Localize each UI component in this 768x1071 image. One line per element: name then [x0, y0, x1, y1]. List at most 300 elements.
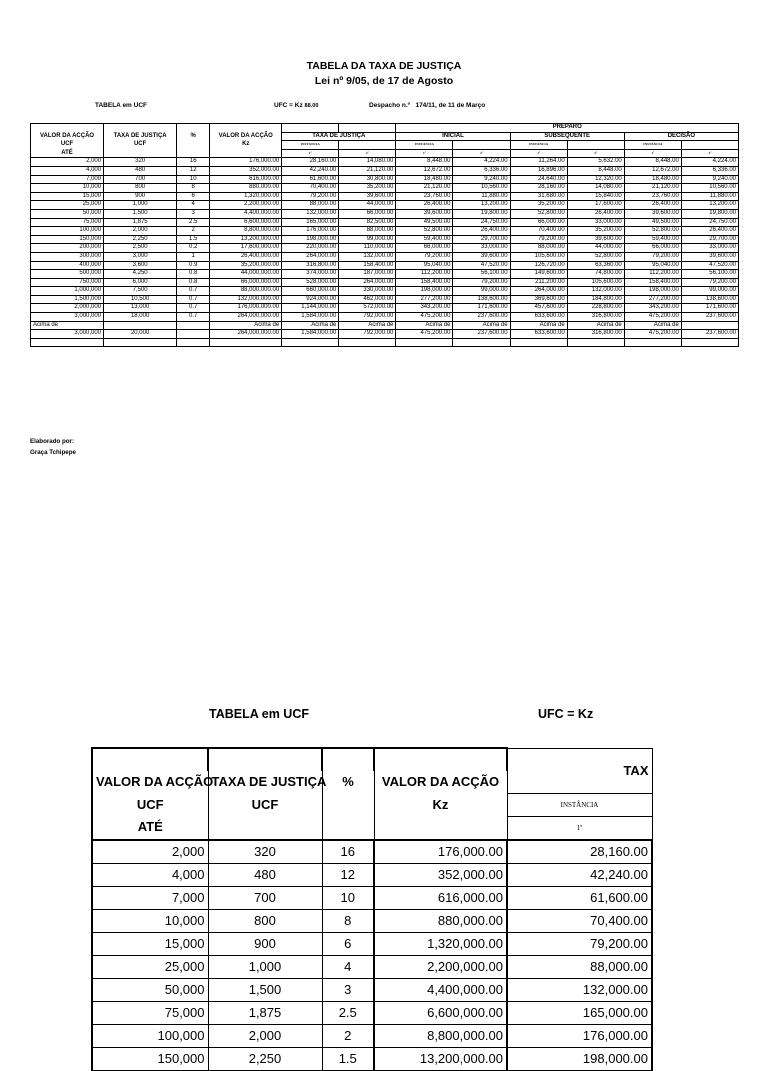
cell-pct: 1 [177, 252, 210, 261]
cell-inicial-2: 26,400.00 [453, 227, 510, 236]
instancia-label: INSTÂNCIA [282, 141, 339, 150]
zoom-ucf-label: UCF [92, 793, 208, 816]
cell-valor-ucf: 500,000 [31, 270, 104, 279]
cell-inicial-2: 171,600.00 [453, 304, 510, 313]
cell-taxa-1: 198,000.00 [282, 235, 339, 244]
taxa-justica-header: TAXA DE JUSTIÇA [282, 132, 396, 141]
zoom-cell-valor-ucf: 50,000 [92, 978, 208, 1001]
zoom-cell-valor-ucf: 7,000 [92, 886, 208, 909]
acima-de-cell: Acima de [339, 321, 396, 330]
cell-pct: 4 [177, 201, 210, 210]
cell-subsequente-1: 633,600.00 [510, 313, 567, 322]
zoom-cell-taxa: 2,000 [208, 1024, 322, 1047]
cell-valor-ucf: 3,000,000 [31, 313, 104, 322]
zoom-cell-valor-ucf: 4,000 [92, 863, 208, 886]
cell-valor-kz: 2,200,000.00 [210, 201, 282, 210]
cell-valor-ucf: 50,000 [31, 209, 104, 218]
col-taxa-header: TAXA DE JUSTIÇA [104, 132, 177, 141]
fee-table [30, 123, 739, 347]
ufc-rate [274, 102, 319, 109]
author-name: Graça Tchipepe [30, 449, 76, 456]
cell-subsequente-1: 79,200.00 [510, 235, 567, 244]
cell-valor-ucf: 25,000 [31, 201, 104, 210]
kz-label: Kz [210, 141, 282, 150]
cell-pct: 8 [177, 184, 210, 193]
cell-decisao-2: 9,240.00 [681, 175, 738, 184]
zoom-cell-taxa: 480 [208, 863, 322, 886]
despacho-value: 174/11, de 11 de Março [415, 102, 486, 109]
zoom-tax-header: TAX [507, 748, 652, 793]
cell-valor-kz: 66,000,000.00 [210, 278, 282, 287]
zoom-table-row [92, 978, 652, 1001]
cell-inicial-1: 18,480.00 [396, 175, 453, 184]
cell-valor-kz: 880,000.00 [210, 184, 282, 193]
zoom-cell-taxa-1: 132,000.00 [507, 978, 652, 1001]
cell-subsequente-1: 126,720.00 [510, 261, 567, 270]
cell-taxa-1: 132,000.00 [282, 209, 339, 218]
cell-subsequente-2: 17,600.00 [567, 201, 624, 210]
cell-taxa-1: 176,000.00 [282, 227, 339, 236]
second-label: 2º [681, 149, 738, 158]
cell-decisao-2: 6,336.00 [681, 166, 738, 175]
zoom-kz-label: Kz [374, 793, 507, 816]
cell-taxa-2: 44,000.00 [339, 201, 396, 210]
cell-taxa-1: 61,600.00 [282, 175, 339, 184]
cell-subsequente-1: 105,600.00 [510, 252, 567, 261]
zoom-ufc-label: UFC = Kz [538, 707, 594, 721]
cell-inicial-1: 12,672.00 [396, 166, 453, 175]
zoom-cell-taxa-1: 28,160.00 [507, 840, 652, 864]
cell-taxa-1: 70,400.00 [282, 184, 339, 193]
zoom-cell-valor-kz: 4,400,000.00 [374, 978, 507, 1001]
cell-valor-kz: 8,800,000.00 [210, 227, 282, 236]
cell-decisao-1: 23,760.00 [624, 192, 681, 201]
cell-subsequente-1: 88,000.00 [510, 244, 567, 253]
cell-valor-ucf: 1,500,000 [31, 295, 104, 304]
cell-subsequente-2: 5,632.00 [567, 158, 624, 167]
cell-pct: 0.7 [177, 295, 210, 304]
cell-pct: 3 [177, 209, 210, 218]
cell-taxa: 10,500 [104, 295, 177, 304]
cell-taxa-1: 220,000.00 [282, 244, 339, 253]
cell-subsequente-2: 63,360.00 [567, 261, 624, 270]
cell-taxa-1: 1,584,000.00 [282, 313, 339, 322]
acima-de-cell: Acima de [396, 321, 453, 330]
zoom-cell-valor-ucf: 2,000 [92, 840, 208, 864]
cell-taxa-1: 28,160.00 [282, 158, 339, 167]
cell-inicial-2: 24,750.00 [453, 218, 510, 227]
cell-taxa-1: 79,200.00 [282, 192, 339, 201]
instancia-label: INSTÂNCIA [624, 141, 681, 150]
despacho [369, 102, 485, 109]
zoom-cell-pct: 3 [322, 978, 374, 1001]
zoomed-excerpt [0, 700, 649, 1066]
cell-taxa-1: 165,000.00 [282, 218, 339, 227]
cell-subsequente-1: 11,264.00 [510, 158, 567, 167]
zoom-cell-valor-kz: 352,000.00 [374, 863, 507, 886]
cell-taxa: 700 [104, 175, 177, 184]
cell-decisao-2: 19,800.00 [681, 209, 738, 218]
instancia-label: INSTÂNCIA [510, 141, 567, 150]
cell-taxa: 3,600 [104, 261, 177, 270]
cell-inicial-1: 475,200.00 [396, 330, 453, 339]
cell-valor-kz: 264,000,000.00 [210, 313, 282, 322]
decisao-header: DECISÃO [624, 132, 738, 141]
cell-valor-kz: 1,320,000.00 [210, 192, 282, 201]
table-row [31, 192, 739, 201]
acima-row-label: Acima de [31, 321, 104, 330]
zoom-table-row [92, 1024, 652, 1047]
cell-inicial-2: 79,200.00 [453, 278, 510, 287]
cell-taxa: 3,000 [104, 252, 177, 261]
cell-taxa: 20,000 [104, 330, 177, 339]
cell-taxa: 2,000 [104, 227, 177, 236]
cell-inicial-2: 11,880.00 [453, 192, 510, 201]
zoom-cell-valor-ucf: 150,000 [92, 1047, 208, 1070]
zoom-cell-pct: 10 [322, 886, 374, 909]
cell-valor-kz: 6,600,000.00 [210, 218, 282, 227]
ucf-label-2: UCF [104, 141, 177, 150]
zoom-table-row [92, 955, 652, 978]
col-valor-accao-header: VALOR DA ACÇÃO [31, 132, 104, 141]
cell-inicial-1: 8,448.00 [396, 158, 453, 167]
zoom-cell-valor-ucf: 25,000 [92, 955, 208, 978]
zoom-cell-valor-kz: 176,000.00 [374, 840, 507, 864]
cell-pct: 6 [177, 192, 210, 201]
zoom-ucf-label-2: UCF [208, 793, 322, 816]
cell-decisao-1: 18,480.00 [624, 175, 681, 184]
zoom-cell-taxa-1: 88,000.00 [507, 955, 652, 978]
ufc-label: UFC = Kz [274, 102, 303, 109]
cell-decisao-1: 95,040.00 [624, 261, 681, 270]
cell-subsequente-2: 26,400.00 [567, 209, 624, 218]
cell-inicial-2: 19,800.00 [453, 209, 510, 218]
cell-decisao-1: 112,200.00 [624, 270, 681, 279]
cell-decisao-2: 10,560.00 [681, 184, 738, 193]
cell-taxa-2: 35,200.00 [339, 184, 396, 193]
cell-taxa-2: 82,500.00 [339, 218, 396, 227]
zoom-cell-taxa-1: 61,600.00 [507, 886, 652, 909]
cell-valor-kz: 35,200,000.00 [210, 261, 282, 270]
cell-inicial-1: 66,000.00 [396, 244, 453, 253]
zoom-cell-valor-ucf: 10,000 [92, 909, 208, 932]
fee-table-body [31, 158, 739, 321]
cell-decisao-1: 52,800.00 [624, 227, 681, 236]
page-title: TABELA DA TAXA DE JUSTIÇA [306, 60, 462, 72]
cell-taxa-2: 158,400.00 [339, 261, 396, 270]
cell-pct: 1.5 [177, 235, 210, 244]
cell-subsequente-2: 52,800.00 [567, 252, 624, 261]
cell-taxa: 2,250 [104, 235, 177, 244]
cell-valor-ucf: 7,000 [31, 175, 104, 184]
cell-inicial-1: 277,200.00 [396, 295, 453, 304]
zoom-instancia-label: INSTÂNCIA [507, 793, 652, 816]
cell-valor-ucf: 2,000,000 [31, 304, 104, 313]
cell-inicial-2: 29,700.00 [453, 235, 510, 244]
cell-decisao-1: 49,500.00 [624, 218, 681, 227]
cell-valor-ucf: 15,000 [31, 192, 104, 201]
cell-valor-ucf: 10,000 [31, 184, 104, 193]
cell-inicial-2: 33,000.00 [453, 244, 510, 253]
cell-taxa-2: 14,080.00 [339, 158, 396, 167]
cell-taxa-2: 88,000.00 [339, 227, 396, 236]
acima-de-cell: Acima de [210, 321, 282, 330]
zoom-table-row [92, 1047, 652, 1070]
zoom-cell-valor-kz: 13,200,000.00 [374, 1047, 507, 1070]
cell-decisao-1: 12,672.00 [624, 166, 681, 175]
cell-taxa-1: 1,144,000.00 [282, 304, 339, 313]
zoom-cell-valor-kz: 1,320,000.00 [374, 932, 507, 955]
zoom-cell-valor-ucf: 100,000 [92, 1024, 208, 1047]
cell-taxa-2: 110,000.00 [339, 244, 396, 253]
cell-subsequente-1: 369,600.00 [510, 295, 567, 304]
zoom-cell-taxa-1: 79,200.00 [507, 932, 652, 955]
cell-taxa-2: 30,800.00 [339, 175, 396, 184]
zoom-cell-pct: 2.5 [322, 1001, 374, 1024]
cell-subsequente-2: 316,800.00 [567, 330, 624, 339]
cell-taxa: 1,500 [104, 209, 177, 218]
cell-valor-ucf: 75,000 [31, 218, 104, 227]
cell-subsequente-1: 28,160.00 [510, 184, 567, 193]
zoom-cell-taxa: 320 [208, 840, 322, 864]
cell-valor-kz: 13,200,000.00 [210, 235, 282, 244]
acima-de-cell: Acima de [453, 321, 510, 330]
cell-decisao-2: 4,224.00 [681, 158, 738, 167]
cell-valor-ucf: 150,000 [31, 235, 104, 244]
cell-taxa-2: 21,120.00 [339, 166, 396, 175]
cell-inicial-1: 52,800.00 [396, 227, 453, 236]
tabela-label: TABELA em UCF [95, 102, 147, 109]
cell-valor-kz: 4,400,000.00 [210, 209, 282, 218]
zoom-first-label: 1º [507, 816, 652, 840]
despacho-label: Despacho n.º [369, 102, 411, 109]
cell-valor-ucf: 4,000 [31, 166, 104, 175]
second-label: 2º [339, 149, 396, 158]
table-row [31, 175, 739, 184]
cell-taxa: 4,250 [104, 270, 177, 279]
col-pct-header: % [177, 132, 210, 141]
inicial-header: INICIAL [396, 132, 510, 141]
cell-decisao-1: 21,120.00 [624, 184, 681, 193]
acima-de-cell: Acima de [282, 321, 339, 330]
cell-inicial-1: 26,400.00 [396, 201, 453, 210]
cell-valor-kz: 176,000,000.00 [210, 304, 282, 313]
table-row [31, 158, 739, 167]
cell-subsequente-1: 264,000.00 [510, 287, 567, 296]
zoom-cell-valor-kz: 880,000.00 [374, 909, 507, 932]
cell-taxa-2: 330,000.00 [339, 287, 396, 296]
cell-taxa-1: 1,584,000.00 [282, 330, 339, 339]
cell-pct: 0.8 [177, 270, 210, 279]
zoom-cell-pct: 4 [322, 955, 374, 978]
ufc-value: 88.00 [304, 103, 319, 109]
cell-inicial-2: 9,240.00 [453, 175, 510, 184]
zoom-cell-taxa: 2,250 [208, 1047, 322, 1070]
cell-valor-ucf: 3,000,000 [31, 330, 104, 339]
zoom-col-pct: % [322, 771, 374, 793]
zoom-cell-taxa: 700 [208, 886, 322, 909]
cell-pct: 12 [177, 166, 210, 175]
cell-subsequente-2: 35,200.00 [567, 227, 624, 236]
cell-decisao-1: 277,200.00 [624, 295, 681, 304]
cell-inicial-1: 59,400.00 [396, 235, 453, 244]
cell-taxa-1: 316,800.00 [282, 261, 339, 270]
cell-decisao-1: 39,600.00 [624, 209, 681, 218]
zoom-table-body [92, 840, 652, 1071]
cell-taxa: 1,000 [104, 201, 177, 210]
acima-de-cell: Acima de [567, 321, 624, 330]
cell-decisao-2: 138,600.00 [681, 295, 738, 304]
cell-pct: 2.5 [177, 218, 210, 227]
cell-taxa-2: 264,000.00 [339, 278, 396, 287]
cell-taxa-1: 528,000.00 [282, 278, 339, 287]
page-subtitle: Lei nº 9/05, de 17 de Agosto [314, 75, 454, 87]
cell-taxa: 1,875 [104, 218, 177, 227]
instancia-label: INSTÂNCIA [396, 141, 453, 150]
first-label: 1º [396, 149, 453, 158]
zoom-cell-valor-kz: 2,200,000.00 [374, 955, 507, 978]
zoom-cell-taxa: 800 [208, 909, 322, 932]
cell-taxa: 480 [104, 166, 177, 175]
cell-subsequente-2: 15,840.00 [567, 192, 624, 201]
cell-decisao-2: 26,400.00 [681, 227, 738, 236]
cell-subsequente-1: 457,600.00 [510, 304, 567, 313]
cell-taxa-2: 99,000.00 [339, 235, 396, 244]
cell-inicial-2: 138,600.00 [453, 295, 510, 304]
cell-decisao-2: 171,600.00 [681, 304, 738, 313]
cell-decisao-1: 59,400.00 [624, 235, 681, 244]
cell-valor-kz: 264,000,000.00 [210, 330, 282, 339]
zoom-cell-taxa-1: 42,240.00 [507, 863, 652, 886]
zoom-table [91, 747, 653, 1071]
zoom-cell-taxa: 1,500 [208, 978, 322, 1001]
cell-subsequente-2: 316,800.00 [567, 313, 624, 322]
zoom-table-row [92, 1001, 652, 1024]
elaborado-label: Elaborado por: [30, 438, 75, 445]
cell-taxa-1: 924,000.00 [282, 295, 339, 304]
cell-subsequente-1: 149,600.00 [510, 270, 567, 279]
cell-valor-kz: 88,000,000.00 [210, 287, 282, 296]
cell-subsequente-2: 14,080.00 [567, 184, 624, 193]
ate-label: ATÉ [31, 149, 104, 158]
zoom-table-row [92, 886, 652, 909]
cell-pct: 0.7 [177, 304, 210, 313]
table-row [31, 227, 739, 236]
table-row [31, 184, 739, 193]
table-row [31, 166, 739, 175]
acima-de-cell: Acima de [510, 321, 567, 330]
cell-taxa-2: 462,000.00 [339, 295, 396, 304]
zoom-cell-taxa-1: 198,000.00 [507, 1047, 652, 1070]
cell-valor-ucf: 2,000 [31, 158, 104, 167]
cell-pct: 0.2 [177, 244, 210, 253]
cell-decisao-2: 39,600.00 [681, 252, 738, 261]
cell-taxa-2: 187,000.00 [339, 270, 396, 279]
cell-decisao-2: 29,700.00 [681, 235, 738, 244]
cell-inicial-2: 47,520.00 [453, 261, 510, 270]
cell-taxa: 13,000 [104, 304, 177, 313]
col-valor-kz-header: VALOR DA ACÇÃO [210, 132, 282, 141]
cell-subsequente-2: 33,000.00 [567, 218, 624, 227]
cell-taxa-1: 88,000.00 [282, 201, 339, 210]
cell-pct: 0.9 [177, 261, 210, 270]
zoom-cell-pct: 12 [322, 863, 374, 886]
cell-subsequente-2: 12,320.00 [567, 175, 624, 184]
cell-subsequente-2: 44,000.00 [567, 244, 624, 253]
cell-decisao-2: 47,520.00 [681, 261, 738, 270]
cell-decisao-2: 13,200.00 [681, 201, 738, 210]
table-row [31, 304, 739, 313]
cell-decisao-2: 237,600.00 [681, 313, 738, 322]
cell-subsequente-2: 228,800.00 [567, 304, 624, 313]
cell-decisao-1: 8,448.00 [624, 158, 681, 167]
zoom-cell-valor-ucf: 75,000 [92, 1001, 208, 1024]
cell-taxa-1: 374,000.00 [282, 270, 339, 279]
cell-decisao-2: 56,100.00 [681, 270, 738, 279]
zoom-cell-pct: 16 [322, 840, 374, 864]
table-row [31, 209, 739, 218]
cell-valor-ucf: 200,000 [31, 244, 104, 253]
table-row [31, 252, 739, 261]
cell-valor-kz: 352,000.00 [210, 166, 282, 175]
cell-taxa-2: 132,000.00 [339, 252, 396, 261]
cell-inicial-2: 4,224.00 [453, 158, 510, 167]
cell-subsequente-2: 8,448.00 [567, 166, 624, 175]
cell-subsequente-2: 74,800.00 [567, 270, 624, 279]
cell-taxa-2: 572,000.00 [339, 304, 396, 313]
zoom-table-row [92, 932, 652, 955]
cell-valor-ucf: 100,000 [31, 227, 104, 236]
cell-inicial-1: 343,200.00 [396, 304, 453, 313]
cell-pct [177, 330, 210, 339]
first-label: 1º [624, 149, 681, 158]
cell-taxa-1: 660,000.00 [282, 287, 339, 296]
zoom-col-valor-kz: VALOR DA ACÇÃO [374, 771, 507, 793]
cell-decisao-1: 475,200.00 [624, 330, 681, 339]
zoom-cell-pct: 8 [322, 909, 374, 932]
cell-subsequente-2: 132,000.00 [567, 287, 624, 296]
cell-pct: 0.7 [177, 313, 210, 322]
cell-subsequente-1: 70,400.00 [510, 227, 567, 236]
zoom-cell-valor-ucf: 15,000 [92, 932, 208, 955]
preparo-header: PREPARO [396, 124, 739, 133]
acima-de-cell: Acima de [624, 321, 681, 330]
cell-inicial-1: 23,760.00 [396, 192, 453, 201]
cell-taxa: 2,500 [104, 244, 177, 253]
cell-taxa: 320 [104, 158, 177, 167]
cell-decisao-2: 33,000.00 [681, 244, 738, 253]
zoom-tabela-label: TABELA em UCF [209, 707, 309, 721]
table-row [31, 270, 739, 279]
cell-subsequente-1: 24,640.00 [510, 175, 567, 184]
cell-inicial-2: 237,600.00 [453, 330, 510, 339]
cell-taxa-2: 792,000.00 [339, 313, 396, 322]
table-row [31, 278, 739, 287]
zoom-cell-taxa: 1,875 [208, 1001, 322, 1024]
cell-taxa: 900 [104, 192, 177, 201]
cell-taxa: 800 [104, 184, 177, 193]
zoom-cell-pct: 6 [322, 932, 374, 955]
zoom-table-row [92, 840, 652, 864]
cell-decisao-2: 237,600.00 [681, 330, 738, 339]
cell-subsequente-1: 16,896.00 [510, 166, 567, 175]
cell-subsequente-1: 52,800.00 [510, 209, 567, 218]
zoom-cell-valor-kz: 6,600,000.00 [374, 1001, 507, 1024]
cell-decisao-1: 158,400.00 [624, 278, 681, 287]
cell-taxa-1: 264,000.00 [282, 252, 339, 261]
cell-subsequente-1: 633,600.00 [510, 330, 567, 339]
cell-subsequente-1: 211,200.00 [510, 278, 567, 287]
